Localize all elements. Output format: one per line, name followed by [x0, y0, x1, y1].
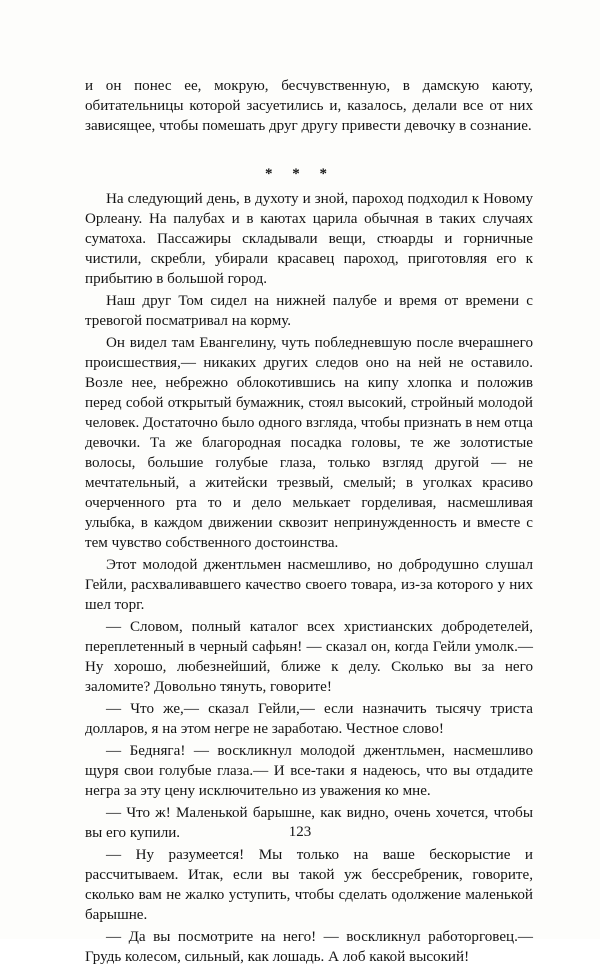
paragraph-gentleman: Этот молодой джентльмен насмешливо, но добродушно слушал Гейли, расхваливавшего качество своего товара, из-за которого у них шел торг. [85, 557, 533, 613]
page-number: 123 [288, 824, 312, 840]
dialogue-line: — Бедняга! — воскликнул молодой джентльмен, насмешливо щуря свои голубые глаза.— И все-таки я надеюсь, что вы отдадите негра за эту цену исключительно из уважения ко мне. [85, 743, 533, 799]
dialogue-line: — Что же,— сказал Гейли,— если назначить тысячу триста долларов, я на этом негре не заработаю. Честное слово! [85, 701, 533, 737]
section-divider: * * * [265, 166, 335, 182]
continuation-paragraph: и он понес ее, мокрую, бесчувственную, в дамскую каюту, обитательницы которой засуетились и, казалось, делали все от них зависящее, чтобы помешать друг другу привести девочку в сознание. [85, 78, 533, 134]
main-text-block [85, 189, 533, 967]
paragraph-evangeline: Он видел там Евангелину, чуть побледневшую после вчерашнего происшествия,— никаких других следов оно на ней не оставило. Возле нее, небрежно облокотившись на кипу хлопка и положив перед собой открытый бумажник, стоял высокий, стройный молодой человек. Достаточно было одного взгляда, чтобы признать в нем отца девочки. Та же благородная посадка головы, те же золотистые волосы, большие голубые глаза, только взгляд другой — не мечтательный, а житейски трезвый, смелый; в уголках красиво очерченного рта то и дело мелькает горделивая, насмешливая улыбка, в каждом движении сквозит непринужденность и вместе с тем чувство собственного достоинства. [85, 335, 533, 551]
dialogue-line: — Словом, полный каталог всех христианских добродетелей, переплетенный в черный сафьян! — сказал он, когда Гейли умолк.— Ну хорошо, любезнейший, ближе к делу. Сколько вы за него заломите? Довольно тянуть, говорите! [85, 619, 533, 695]
dialogue-line: — Что ж! Маленькой барышне, как видно, очень хочется, чтобы вы его купили. [85, 805, 533, 841]
paragraph-tom: Наш друг Том сидел на нижней палубе и время от времени с тревогой посматривал на корму. [85, 293, 533, 329]
paragraph-arrival: На следующий день, в духоту и зной, пароход подходил к Новому Орлеану. На палубах и в каютах царила обычная в таких случаях суматоха. Пассажиры складывали вещи, стюарды и горничные чистили, скребли, убирали красавец пароход, приготовляя его к прибытию в большой город. [85, 191, 533, 287]
top-text-block [85, 76, 533, 136]
dialogue-line: — Да вы посмотрите на него! — воскликнул работорговец.— Грудь колесом, сильный, как лошадь. А лоб какой высокий! [85, 929, 533, 965]
dialogue-line: — Ну разумеется! Мы только на ваше бескорыстие и рассчитываем. Итак, если вы такой уж бессребреник, говорите, сколько вам не жалко уступить, чтобы сделать одолжение маленькой барышне. [85, 847, 533, 923]
